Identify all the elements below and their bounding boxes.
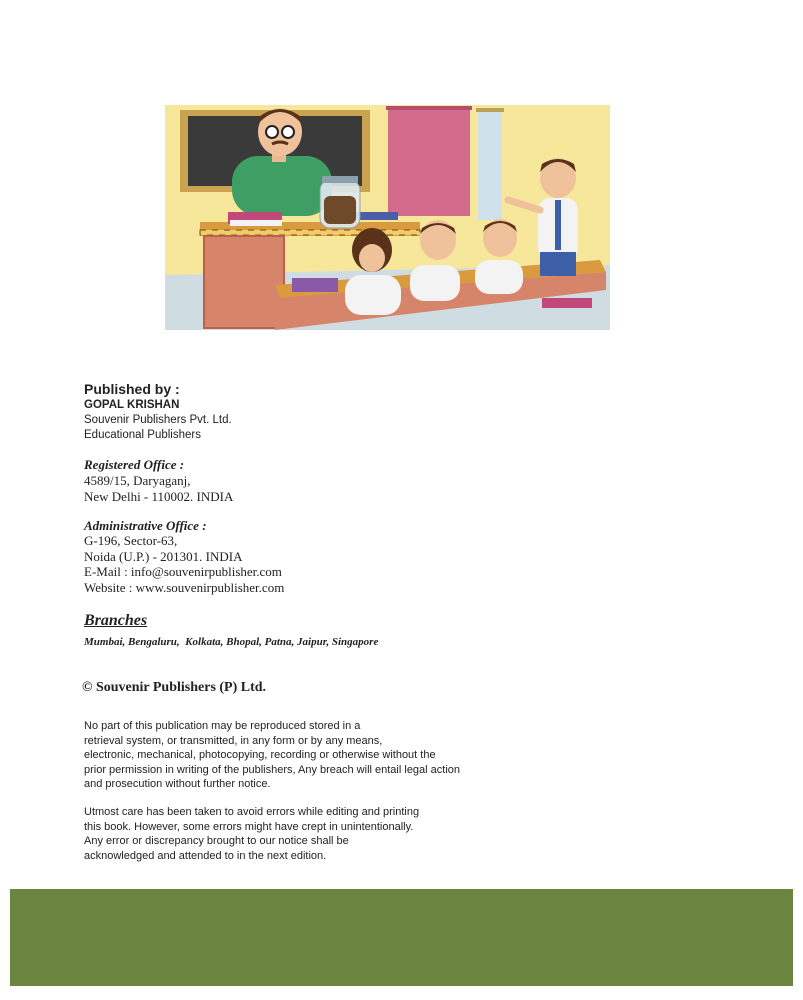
- notice-line: electronic, mechanical, photocopying, recording or otherwise without the: [84, 749, 436, 761]
- publisher-type: Educational Publishers: [84, 429, 201, 441]
- books-front: [292, 278, 338, 292]
- notice-line: this book. However, some errors might have crept in unintentionally.: [84, 820, 414, 833]
- notice-line: and prosecution without further notice.: [84, 778, 271, 790]
- address-line: 4589/15, Daryaganj,: [84, 473, 191, 488]
- administrative-office-address: [84, 533, 284, 595]
- errors-notice: [84, 805, 419, 863]
- branches-heading: Branches: [84, 612, 148, 629]
- notice-line: No part of this publication may be reproduced stored in a: [84, 720, 361, 732]
- reproduction-notice: [84, 719, 460, 792]
- classroom-illustration: [160, 100, 615, 335]
- notice-line: acknowledged and attended to in the next edition.: [84, 849, 327, 862]
- branches-list: Mumbai, Bengaluru, Kolkata, Bhopal, Patna, Jaipur, Singapore: [84, 636, 379, 648]
- address-line: Noida (U.P.) - 201301. INDIA: [84, 548, 243, 564]
- coin-jar: [320, 176, 360, 228]
- publisher-company: Souvenir Publishers Pvt. Ltd.: [84, 414, 232, 426]
- address-line: G-196, Sector-63,: [84, 533, 178, 548]
- notice-line: Any error or discrepancy brought to our notice shall be: [84, 835, 349, 847]
- window: [478, 110, 502, 220]
- website-line: Website : www.souvenirpublisher.com: [84, 579, 285, 595]
- door: [388, 108, 470, 216]
- address-line: New Delhi - 110002. INDIA: [84, 488, 234, 504]
- registered-office-heading: Registered Office :: [84, 457, 185, 472]
- email-line: E-Mail : info@souvenirpublisher.com: [84, 564, 282, 579]
- registered-office-address: [84, 473, 233, 504]
- publisher-details: [84, 398, 232, 443]
- published-by-heading: Published by :: [84, 381, 180, 397]
- administrative-office-heading: Administrative Office :: [84, 518, 207, 533]
- footer-bar: [10, 889, 793, 986]
- copyright-notice: © Souvenir Publishers (P) Ltd.: [82, 680, 267, 695]
- notice-line: retrieval system, or transmitted, in any form or by any means,: [84, 734, 383, 747]
- publisher-name: GOPAL KRISHAN: [84, 399, 180, 411]
- notice-line: Utmost care has been taken to avoid errors while editing and printing: [84, 806, 420, 818]
- notice-line: prior permission in writing of the publishers, Any breach will entail legal action: [84, 763, 461, 776]
